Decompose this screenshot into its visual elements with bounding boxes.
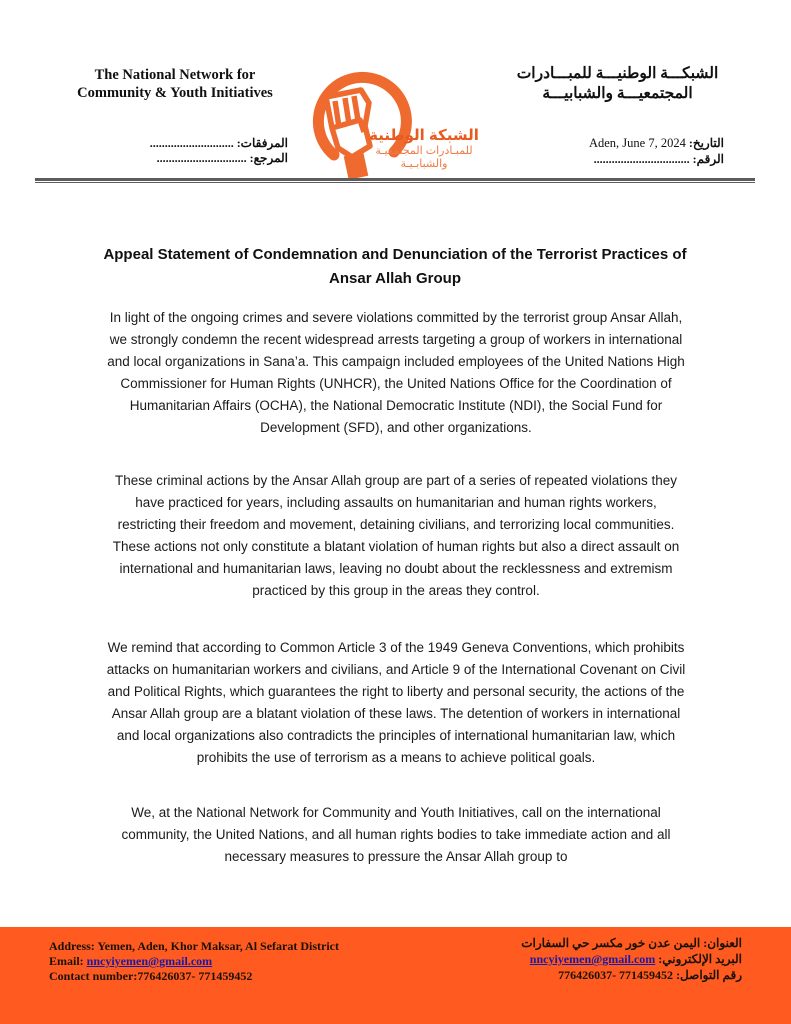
logo-text-line2: للمبـادرات المجتمعيـة <box>375 145 473 157</box>
footer-email-label-en: Email: <box>49 954 84 968</box>
date-field <box>522 136 724 151</box>
number-field <box>522 152 724 167</box>
header-divider-thin <box>35 182 755 183</box>
logo-text <box>356 127 492 171</box>
attachments-label: المرفقات: <box>236 136 288 150</box>
org-name-arabic-line2: المجتمعيـــة والشبابيـــة <box>542 85 693 102</box>
org-name-english-line1: The National Network for <box>94 67 256 83</box>
footer-email-label-ar: البريد الإلكتروني: <box>658 952 742 966</box>
org-name-arabic <box>500 64 735 104</box>
footer-contact-ar-label: رقم التواصل: <box>676 968 742 982</box>
footer-address-ar: العنوان: اليمن عدن خور مكسر حي السفارات <box>521 936 742 950</box>
statement-paragraph-1: In light of the ongoing crimes and severe violations committed by the terrorist group Ansar Allah, we strongly condemn the recent widespread arrests targeting a group of workers in international and local organizations in Sana’a. This campaign included employees of the United Nations High Commissioner for Human Rights (UNHCR), the United Nations Office for the Coordination of Humanitarian Affairs (OCHA), the National Democratic Institute (NDI), the Social Fund for Development (SFD), and other organizations. <box>107 310 685 435</box>
statement-paragraph-4: We, at the National Network for Community and Youth Initiatives, call on the international community, the United Nations, and all human rights bodies to take immediate action and all necessary measures to pressure the Ansar Allah group to <box>121 805 671 864</box>
footer-contact-arabic <box>470 935 742 983</box>
reference-field <box>88 151 288 166</box>
date-label: التاريخ: <box>688 136 724 150</box>
logo-text-line1: الشبكة الوطنية <box>369 127 479 144</box>
attachments-value: ............................ <box>149 136 234 150</box>
statement-title: Appeal Statement of Condemnation and Denunciation of the Terrorist Practices of Ansar Allah Group <box>103 246 687 287</box>
footer-email-link-en[interactable]: nncyiyemen@gmail.com <box>86 954 213 968</box>
attachments-field <box>88 136 288 151</box>
footer-contact-english <box>49 939 429 984</box>
statement-paragraph-2: These criminal actions by the Ansar Allah group are part of a series of repeated violations they have practiced for years, including assaults on humanitarian and human rights workers, restricting their freedom and movement, detaining civilians, and terrorizing local communities. These actions not only constitute a blatant violation of human rights but also a direct assault on international and humanitarian laws, leaving no doubt about the recklessness and extremism practiced by this group in the areas they control. <box>112 473 680 598</box>
footer-address-en: Address: Yemen, Aden, Khor Maksar, Al Sefarat District <box>49 939 339 953</box>
footer-email-link-ar[interactable]: nncyiyemen@gmail.com <box>529 952 656 966</box>
number-value: ................................ <box>593 152 690 166</box>
number-label: الرقم: <box>692 152 724 166</box>
footer-contact-en: Contact number:776426037- 771459452 <box>49 969 253 983</box>
org-name-arabic-line1: الشبكـــة الوطنيـــة للمبـــادرات <box>516 65 719 82</box>
footer-contact-ar <box>470 967 742 983</box>
footer-email-ar <box>470 951 742 967</box>
reference-label: المرجع: <box>249 151 288 165</box>
logo-text-line3: والشبابـيـة <box>400 158 448 170</box>
date-value: Aden, June 7, 2024 <box>588 136 686 150</box>
header-divider <box>35 178 755 181</box>
footer-contact-ar-value: 776426037- 771459452 <box>558 968 674 982</box>
org-name-english <box>55 66 295 102</box>
footer-email-en <box>49 954 429 969</box>
org-name-english-line2: Community & Youth Initiatives <box>77 85 273 101</box>
reference-value: .............................. <box>156 151 247 165</box>
statement-paragraph-3: We remind that according to Common Article 3 of the 1949 Geneva Conventions, which prohibits attacks on humanitarian workers and civilians, and Article 9 of the International Covenant on Civil and Political Rights, which guarantees the right to liberty and personal security, the actions of the Ansar Allah group are a blatant violation of these laws. The detention of workers in international and local organizations also contradicts the principles of international humanitarian law, which prohibits the use of terrorism as a means to achieve political goals. <box>106 640 686 765</box>
